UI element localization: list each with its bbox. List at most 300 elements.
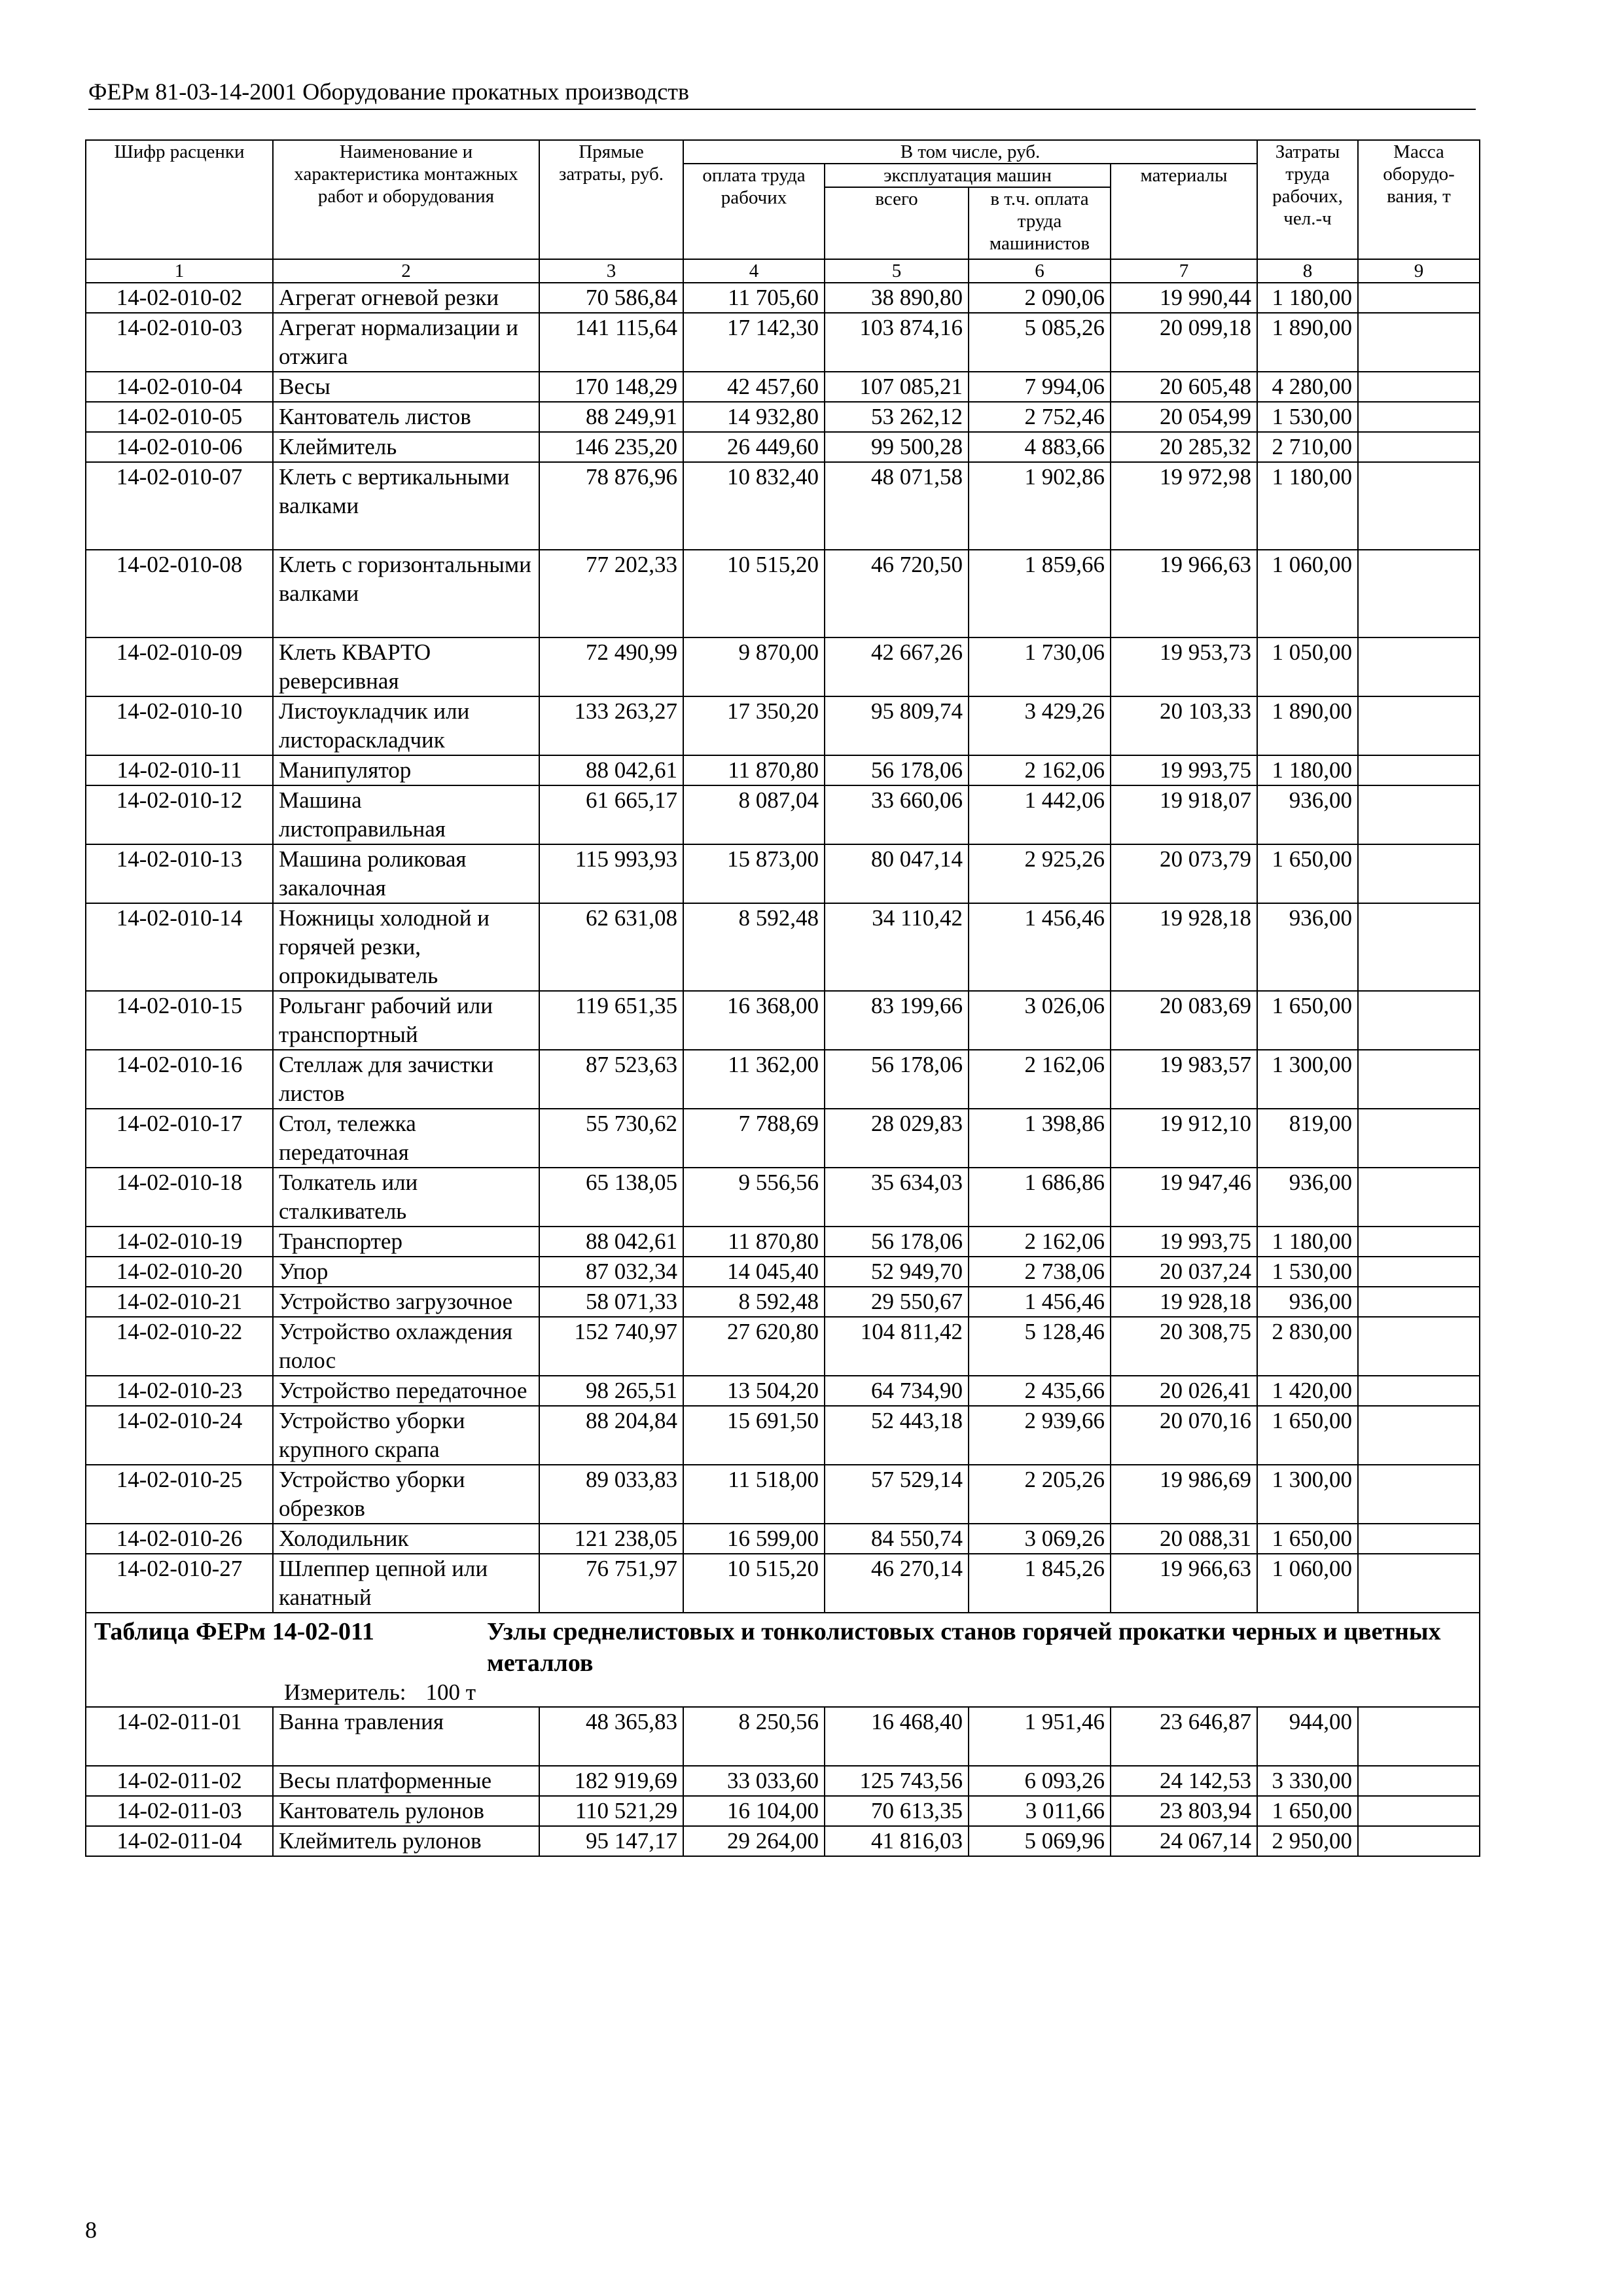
- col-header-including: В том числе, руб.: [683, 140, 1257, 164]
- machines-total: 56 178,06: [825, 1050, 969, 1109]
- measure-value: 100 т: [425, 1679, 476, 1705]
- labor-hours: 2 950,00: [1257, 1826, 1358, 1856]
- equipment-mass: [1358, 1406, 1480, 1465]
- labor-hours: 2 830,00: [1257, 1317, 1358, 1376]
- column-numbers-row: [86, 259, 1480, 283]
- machines-labor: 1 845,26: [969, 1554, 1111, 1613]
- direct-cost: 76 751,97: [539, 1554, 683, 1613]
- table-row: [86, 432, 1480, 462]
- equipment-mass: [1358, 1376, 1480, 1406]
- labor-cost: 15 873,00: [683, 844, 825, 903]
- direct-cost: 182 919,69: [539, 1766, 683, 1796]
- rate-code: 14-02-010-11: [86, 755, 273, 785]
- machines-labor: 3 429,26: [969, 696, 1111, 755]
- machines-labor: 2 925,26: [969, 844, 1111, 903]
- labor-hours: 944,00: [1257, 1707, 1358, 1766]
- materials-cost: 19 966,63: [1111, 1554, 1257, 1613]
- machines-total: 107 085,21: [825, 372, 969, 402]
- direct-cost: 88 042,61: [539, 1227, 683, 1257]
- direct-cost: 98 265,51: [539, 1376, 683, 1406]
- equipment-mass: [1358, 1796, 1480, 1826]
- equipment-mass: [1358, 1826, 1480, 1856]
- table-row: [86, 283, 1480, 313]
- table-row: [86, 696, 1480, 755]
- machines-labor: 1 456,46: [969, 1287, 1111, 1317]
- item-name: Стол, тележка передаточная: [273, 1109, 539, 1168]
- equipment-mass: [1358, 1554, 1480, 1613]
- materials-cost: 19 947,46: [1111, 1168, 1257, 1227]
- table-row: [86, 1465, 1480, 1524]
- item-name: Кантователь листов: [273, 402, 539, 432]
- item-name: Кантователь рулонов: [273, 1796, 539, 1826]
- table-row: [86, 755, 1480, 785]
- machines-labor: 2 205,26: [969, 1465, 1111, 1524]
- machines-labor: 7 994,06: [969, 372, 1111, 402]
- item-name: Ванна травления: [273, 1707, 539, 1766]
- equipment-mass: [1358, 1050, 1480, 1109]
- labor-cost: 10 832,40: [683, 462, 825, 550]
- rate-code: 14-02-010-19: [86, 1227, 273, 1257]
- machines-total: 38 890,80: [825, 283, 969, 313]
- labor-hours: 1 300,00: [1257, 1465, 1358, 1524]
- equipment-mass: [1358, 1707, 1480, 1766]
- machines-total: 41 816,03: [825, 1826, 969, 1856]
- item-name: Клеть с вертикальными валками: [273, 462, 539, 550]
- rate-code: 14-02-010-07: [86, 462, 273, 550]
- direct-cost: 87 032,34: [539, 1257, 683, 1287]
- column-number: 3: [539, 259, 683, 283]
- machines-labor: 1 442,06: [969, 785, 1111, 844]
- labor-cost: 10 515,20: [683, 550, 825, 637]
- column-number: 7: [1111, 259, 1257, 283]
- rate-code: 14-02-010-13: [86, 844, 273, 903]
- labor-hours: 936,00: [1257, 785, 1358, 844]
- equipment-mass: [1358, 844, 1480, 903]
- column-number: 8: [1257, 259, 1358, 283]
- table-row: [86, 844, 1480, 903]
- col-header-labor-hours: Затраты труда рабочих, чел.-ч: [1257, 140, 1358, 259]
- machines-total: 35 634,03: [825, 1168, 969, 1227]
- rates-table: [85, 139, 1480, 1857]
- table-row: [86, 1050, 1480, 1109]
- machines-total: 46 720,50: [825, 550, 969, 637]
- item-name: Транспортер: [273, 1227, 539, 1257]
- table-body-14-02-010: [86, 283, 1480, 1613]
- rate-code: 14-02-011-04: [86, 1826, 273, 1856]
- labor-hours: 1 060,00: [1257, 1554, 1358, 1613]
- equipment-mass: [1358, 755, 1480, 785]
- machines-labor: 2 162,06: [969, 1050, 1111, 1109]
- equipment-mass: [1358, 283, 1480, 313]
- labor-hours: 1 650,00: [1257, 1406, 1358, 1465]
- table-row: [86, 1796, 1480, 1826]
- direct-cost: 110 521,29: [539, 1796, 683, 1826]
- machines-labor: 2 162,06: [969, 755, 1111, 785]
- rate-code: 14-02-010-12: [86, 785, 273, 844]
- labor-cost: 16 368,00: [683, 991, 825, 1050]
- equipment-mass: [1358, 637, 1480, 696]
- labor-cost: 9 556,56: [683, 1168, 825, 1227]
- direct-cost: 55 730,62: [539, 1109, 683, 1168]
- labor-hours: 1 650,00: [1257, 991, 1358, 1050]
- col-header-direct: Прямые затраты, руб.: [539, 140, 683, 259]
- machines-labor: 5 085,26: [969, 313, 1111, 372]
- rate-code: 14-02-010-21: [86, 1287, 273, 1317]
- labor-cost: 16 599,00: [683, 1524, 825, 1554]
- machines-total: 48 071,58: [825, 462, 969, 550]
- materials-cost: 20 037,24: [1111, 1257, 1257, 1287]
- table-2-title: Узлы среднелистовых и тонколистовых станов горячей прокатки черных и цветных металлов: [487, 1618, 1441, 1677]
- machines-total: 52 443,18: [825, 1406, 969, 1465]
- rate-code: 14-02-010-15: [86, 991, 273, 1050]
- direct-cost: 89 033,83: [539, 1465, 683, 1524]
- machines-labor: 2 162,06: [969, 1227, 1111, 1257]
- rate-code: 14-02-010-24: [86, 1406, 273, 1465]
- table-row: [86, 313, 1480, 372]
- direct-cost: 72 490,99: [539, 637, 683, 696]
- equipment-mass: [1358, 696, 1480, 755]
- machines-total: 57 529,14: [825, 1465, 969, 1524]
- labor-hours: 1 060,00: [1257, 550, 1358, 637]
- materials-cost: 19 993,75: [1111, 755, 1257, 785]
- machines-total: 53 262,12: [825, 402, 969, 432]
- materials-cost: 20 026,41: [1111, 1376, 1257, 1406]
- machines-labor: 2 939,66: [969, 1406, 1111, 1465]
- rate-code: 14-02-010-20: [86, 1257, 273, 1287]
- materials-cost: 19 972,98: [1111, 462, 1257, 550]
- machines-labor: 2 738,06: [969, 1257, 1111, 1287]
- machines-total: 56 178,06: [825, 1227, 969, 1257]
- labor-hours: 1 050,00: [1257, 637, 1358, 696]
- direct-cost: 87 523,63: [539, 1050, 683, 1109]
- col-header-machines-labor: в т.ч. оплата труда машинистов: [969, 187, 1111, 259]
- materials-cost: 20 103,33: [1111, 696, 1257, 755]
- labor-hours: 819,00: [1257, 1109, 1358, 1168]
- machines-labor: 3 069,26: [969, 1524, 1111, 1554]
- machines-labor: 1 398,86: [969, 1109, 1111, 1168]
- rate-code: 14-02-010-06: [86, 432, 273, 462]
- item-name: Клеть КВАРТО реверсивная: [273, 637, 539, 696]
- column-number: 4: [683, 259, 825, 283]
- labor-hours: 3 330,00: [1257, 1766, 1358, 1796]
- labor-cost: 9 870,00: [683, 637, 825, 696]
- item-name: Устройство загрузочное: [273, 1287, 539, 1317]
- rate-code: 14-02-010-27: [86, 1554, 273, 1613]
- labor-hours: 1 530,00: [1257, 1257, 1358, 1287]
- machines-labor: 2 090,06: [969, 283, 1111, 313]
- labor-cost: 14 932,80: [683, 402, 825, 432]
- materials-cost: 20 073,79: [1111, 844, 1257, 903]
- direct-cost: 170 148,29: [539, 372, 683, 402]
- col-header-labor: оплата труда рабочих: [683, 164, 825, 259]
- direct-cost: 58 071,33: [539, 1287, 683, 1317]
- machines-total: 29 550,67: [825, 1287, 969, 1317]
- materials-cost: 20 054,99: [1111, 402, 1257, 432]
- item-name: Весы платформенные: [273, 1766, 539, 1796]
- table-row: [86, 1376, 1480, 1406]
- item-name: Клеть с горизонтальными валками: [273, 550, 539, 637]
- table-row: [86, 1554, 1480, 1613]
- machines-labor: 2 435,66: [969, 1376, 1111, 1406]
- labor-cost: 15 691,50: [683, 1406, 825, 1465]
- labor-cost: 11 705,60: [683, 283, 825, 313]
- table-2-id: Таблица ФЕРм 14-02-011: [94, 1618, 374, 1645]
- direct-cost: 121 238,05: [539, 1524, 683, 1554]
- labor-cost: 8 087,04: [683, 785, 825, 844]
- machines-total: 99 500,28: [825, 432, 969, 462]
- labor-cost: 14 045,40: [683, 1257, 825, 1287]
- materials-cost: 19 918,07: [1111, 785, 1257, 844]
- col-header-name: Наименование и характеристика монтажных работ и оборудования: [273, 140, 539, 259]
- materials-cost: 23 803,94: [1111, 1796, 1257, 1826]
- direct-cost: 65 138,05: [539, 1168, 683, 1227]
- rate-code: 14-02-010-26: [86, 1524, 273, 1554]
- labor-cost: 26 449,60: [683, 432, 825, 462]
- materials-cost: 20 605,48: [1111, 372, 1257, 402]
- machines-labor: 4 883,66: [969, 432, 1111, 462]
- direct-cost: 152 740,97: [539, 1317, 683, 1376]
- machines-labor: 1 859,66: [969, 550, 1111, 637]
- machines-total: 33 660,06: [825, 785, 969, 844]
- direct-cost: 119 651,35: [539, 991, 683, 1050]
- machines-total: 125 743,56: [825, 1766, 969, 1796]
- direct-cost: 48 365,83: [539, 1707, 683, 1766]
- labor-hours: 1 300,00: [1257, 1050, 1358, 1109]
- col-header-code: Шифр расценки: [86, 140, 273, 259]
- materials-cost: 20 070,16: [1111, 1406, 1257, 1465]
- direct-cost: 115 993,93: [539, 844, 683, 903]
- direct-cost: 146 235,20: [539, 432, 683, 462]
- item-name: Рольганг рабочий или транспортный: [273, 991, 539, 1050]
- rate-code: 14-02-011-01: [86, 1707, 273, 1766]
- labor-hours: 2 710,00: [1257, 432, 1358, 462]
- equipment-mass: [1358, 462, 1480, 550]
- materials-cost: 19 953,73: [1111, 637, 1257, 696]
- labor-hours: 1 180,00: [1257, 755, 1358, 785]
- materials-cost: 19 928,18: [1111, 903, 1257, 991]
- direct-cost: 61 665,17: [539, 785, 683, 844]
- table-row: [86, 1707, 1480, 1766]
- item-name: Агрегат нормализации и отжига: [273, 313, 539, 372]
- table-row: [86, 1766, 1480, 1796]
- column-number: 5: [825, 259, 969, 283]
- equipment-mass: [1358, 1257, 1480, 1287]
- labor-hours: 1 180,00: [1257, 462, 1358, 550]
- materials-cost: 19 993,75: [1111, 1227, 1257, 1257]
- table-row: [86, 785, 1480, 844]
- rate-code: 14-02-010-03: [86, 313, 273, 372]
- item-name: Шлеппер цепной или канатный: [273, 1554, 539, 1613]
- labor-cost: 29 264,00: [683, 1826, 825, 1856]
- rate-code: 14-02-010-16: [86, 1050, 273, 1109]
- equipment-mass: [1358, 1109, 1480, 1168]
- labor-hours: 1 890,00: [1257, 696, 1358, 755]
- machines-total: 42 667,26: [825, 637, 969, 696]
- direct-cost: 88 042,61: [539, 755, 683, 785]
- labor-cost: 27 620,80: [683, 1317, 825, 1376]
- table-row: [86, 402, 1480, 432]
- col-header-materials: материалы: [1111, 164, 1257, 259]
- table-row: [86, 1406, 1480, 1465]
- machines-labor: 3 026,06: [969, 991, 1111, 1050]
- direct-cost: 77 202,33: [539, 550, 683, 637]
- equipment-mass: [1358, 1168, 1480, 1227]
- machines-total: 83 199,66: [825, 991, 969, 1050]
- rate-code: 14-02-010-10: [86, 696, 273, 755]
- page-number: 8: [85, 2217, 97, 2243]
- equipment-mass: [1358, 313, 1480, 372]
- materials-cost: 20 308,75: [1111, 1317, 1257, 1376]
- materials-cost: 20 285,32: [1111, 432, 1257, 462]
- materials-cost: 20 083,69: [1111, 991, 1257, 1050]
- rate-code: 14-02-010-09: [86, 637, 273, 696]
- equipment-mass: [1358, 1465, 1480, 1524]
- materials-cost: 19 986,69: [1111, 1465, 1257, 1524]
- machines-total: 16 468,40: [825, 1707, 969, 1766]
- table-row: [86, 1168, 1480, 1227]
- rate-code: 14-02-010-02: [86, 283, 273, 313]
- rate-code: 14-02-010-17: [86, 1109, 273, 1168]
- equipment-mass: [1358, 1317, 1480, 1376]
- rate-code: 14-02-010-14: [86, 903, 273, 991]
- direct-cost: 88 204,84: [539, 1406, 683, 1465]
- column-number: 9: [1358, 259, 1480, 283]
- labor-hours: 1 650,00: [1257, 1524, 1358, 1554]
- materials-cost: 20 099,18: [1111, 313, 1257, 372]
- table-row: [86, 372, 1480, 402]
- machines-total: 103 874,16: [825, 313, 969, 372]
- machines-labor: 5 069,96: [969, 1826, 1111, 1856]
- machines-labor: 2 752,46: [969, 402, 1111, 432]
- machines-total: 52 949,70: [825, 1257, 969, 1287]
- item-name: Устройство передаточное: [273, 1376, 539, 1406]
- materials-cost: 24 142,53: [1111, 1766, 1257, 1796]
- column-number: 6: [969, 259, 1111, 283]
- labor-hours: 1 530,00: [1257, 402, 1358, 432]
- header-rule: [88, 109, 1476, 110]
- item-name: Клеймитель: [273, 432, 539, 462]
- direct-cost: 78 876,96: [539, 462, 683, 550]
- labor-hours: 1 180,00: [1257, 283, 1358, 313]
- materials-cost: 19 928,18: [1111, 1287, 1257, 1317]
- table-2-heading: [86, 1613, 1480, 1707]
- labor-cost: 13 504,20: [683, 1376, 825, 1406]
- machines-labor: 1 730,06: [969, 637, 1111, 696]
- labor-cost: 7 788,69: [683, 1109, 825, 1168]
- table-row: [86, 637, 1480, 696]
- rate-code: 14-02-010-22: [86, 1317, 273, 1376]
- column-number: 1: [86, 259, 273, 283]
- equipment-mass: [1358, 550, 1480, 637]
- machines-total: 95 809,74: [825, 696, 969, 755]
- labor-cost: 33 033,60: [683, 1766, 825, 1796]
- table-row: [86, 991, 1480, 1050]
- table-row: [86, 462, 1480, 550]
- machines-total: 80 047,14: [825, 844, 969, 903]
- machines-total: 28 029,83: [825, 1109, 969, 1168]
- machines-total: 34 110,42: [825, 903, 969, 991]
- equipment-mass: [1358, 1524, 1480, 1554]
- item-name: Устройство уборки крупного скрапа: [273, 1406, 539, 1465]
- item-name: Толкатель или сталкиватель: [273, 1168, 539, 1227]
- table-row: [86, 1287, 1480, 1317]
- equipment-mass: [1358, 1227, 1480, 1257]
- direct-cost: 95 147,17: [539, 1826, 683, 1856]
- materials-cost: 19 966,63: [1111, 550, 1257, 637]
- table-row: [86, 1317, 1480, 1376]
- labor-cost: 8 250,56: [683, 1707, 825, 1766]
- col-header-machines: эксплуатация машин: [825, 164, 1111, 187]
- item-name: Устройство охлаждения полос: [273, 1317, 539, 1376]
- equipment-mass: [1358, 1287, 1480, 1317]
- machines-labor: 6 093,26: [969, 1766, 1111, 1796]
- rate-code: 14-02-011-03: [86, 1796, 273, 1826]
- item-name: Манипулятор: [273, 755, 539, 785]
- labor-hours: 1 650,00: [1257, 1796, 1358, 1826]
- equipment-mass: [1358, 785, 1480, 844]
- table-row: [86, 550, 1480, 637]
- direct-cost: 88 249,91: [539, 402, 683, 432]
- labor-hours: 1 420,00: [1257, 1376, 1358, 1406]
- col-header-machines-total: всего: [825, 187, 969, 259]
- labor-hours: 1 890,00: [1257, 313, 1358, 372]
- labor-cost: 11 870,80: [683, 755, 825, 785]
- labor-cost: 11 362,00: [683, 1050, 825, 1109]
- materials-cost: 20 088,31: [1111, 1524, 1257, 1554]
- rate-code: 14-02-010-04: [86, 372, 273, 402]
- rate-code: 14-02-010-23: [86, 1376, 273, 1406]
- materials-cost: 24 067,14: [1111, 1826, 1257, 1856]
- rate-code: 14-02-010-08: [86, 550, 273, 637]
- machines-labor: 1 902,86: [969, 462, 1111, 550]
- column-number: 2: [273, 259, 539, 283]
- labor-hours: 4 280,00: [1257, 372, 1358, 402]
- item-name: Машина роликовая закалочная: [273, 844, 539, 903]
- labor-hours: 936,00: [1257, 1168, 1358, 1227]
- equipment-mass: [1358, 903, 1480, 991]
- machines-total: 46 270,14: [825, 1554, 969, 1613]
- machines-labor: 1 951,46: [969, 1707, 1111, 1766]
- machines-total: 64 734,90: [825, 1376, 969, 1406]
- materials-cost: 19 983,57: [1111, 1050, 1257, 1109]
- equipment-mass: [1358, 402, 1480, 432]
- machines-total: 84 550,74: [825, 1524, 969, 1554]
- labor-cost: 11 870,80: [683, 1227, 825, 1257]
- equipment-mass: [1358, 1766, 1480, 1796]
- table-row: [86, 1826, 1480, 1856]
- table-row: [86, 903, 1480, 991]
- direct-cost: 62 631,08: [539, 903, 683, 991]
- item-name: Ножницы холодной и горячей резки, опрокидыватель: [273, 903, 539, 991]
- materials-cost: 23 646,87: [1111, 1707, 1257, 1766]
- measure-label: Измеритель:: [284, 1679, 406, 1705]
- materials-cost: 19 912,10: [1111, 1109, 1257, 1168]
- labor-hours: 936,00: [1257, 903, 1358, 991]
- direct-cost: 141 115,64: [539, 313, 683, 372]
- item-name: Устройство уборки обрезков: [273, 1465, 539, 1524]
- item-name: Агрегат огневой резки: [273, 283, 539, 313]
- table-body-14-02-011: [86, 1707, 1480, 1856]
- table-row: [86, 1257, 1480, 1287]
- machines-labor: 5 128,46: [969, 1317, 1111, 1376]
- col-header-mass: Масса оборудо-вания, т: [1358, 140, 1480, 259]
- item-name: Листоукладчик или листораскладчик: [273, 696, 539, 755]
- rate-code: 14-02-010-05: [86, 402, 273, 432]
- machines-labor: 3 011,66: [969, 1796, 1111, 1826]
- labor-cost: 42 457,60: [683, 372, 825, 402]
- labor-cost: 17 142,30: [683, 313, 825, 372]
- labor-cost: 10 515,20: [683, 1554, 825, 1613]
